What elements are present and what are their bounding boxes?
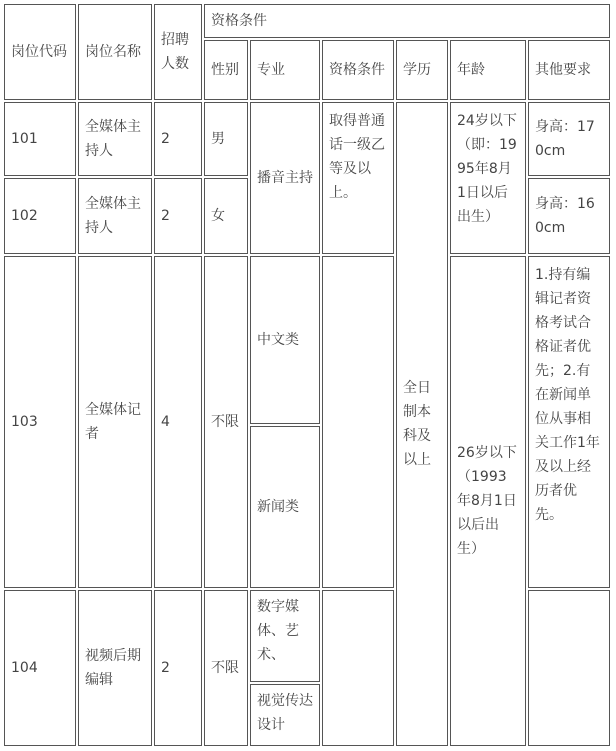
major-104-digital-media — [250, 590, 320, 682]
cell-text: 女 — [211, 208, 225, 224]
major-103-chinese — [250, 256, 320, 424]
cell-text: 104 — [11, 660, 38, 676]
cell-text: 全媒体主持人 — [85, 119, 141, 159]
row-102-gender — [204, 178, 248, 254]
cell-text: 数字媒体、艺术、 — [257, 599, 299, 663]
qualification-103 — [322, 256, 394, 588]
row-103-name — [78, 256, 152, 588]
cell-text: 新闻类 — [257, 499, 299, 515]
header-position-name-label: 岗位名称 — [85, 44, 141, 60]
header-hire-count — [154, 4, 202, 100]
row-101-count — [154, 102, 202, 176]
qualification-104 — [322, 590, 394, 746]
header-education — [396, 40, 448, 100]
row-103-gender — [204, 256, 248, 588]
cell-text: 视觉传达设计 — [257, 693, 313, 733]
major-104-visual-design — [250, 684, 320, 746]
cell-text: 视频后期编辑 — [85, 648, 141, 688]
cell-text: 身高：160cm — [535, 196, 595, 236]
cell-text: 24岁以下（即：1995年8月1日以后出生） — [457, 113, 517, 225]
row-101-other — [528, 102, 610, 176]
header-qualifications-group — [204, 4, 610, 38]
row-104-other — [528, 590, 610, 746]
header-position-name — [78, 4, 152, 100]
cell-text: 身高：170cm — [535, 119, 595, 159]
age-101-102 — [450, 102, 526, 254]
row-104-code — [4, 590, 76, 746]
row-101-name — [78, 102, 152, 176]
cell-text: 全媒体记者 — [85, 402, 141, 442]
major-103-journalism — [250, 426, 320, 588]
age-103-104 — [450, 256, 526, 746]
row-102-count — [154, 178, 202, 254]
cell-text: 2 — [161, 131, 170, 147]
cell-text: 不限 — [211, 660, 239, 676]
row-104-gender — [204, 590, 248, 746]
header-qualification-label: 资格条件 — [329, 62, 385, 78]
cell-text: 全日制本科及以上 — [403, 380, 431, 468]
cell-text: 不限 — [211, 414, 239, 430]
cell-text: 103 — [11, 414, 38, 430]
header-age-label: 年龄 — [457, 62, 485, 78]
cell-text: 26岁以下（1993年8月1日以后出生） — [457, 445, 517, 557]
header-qualification — [322, 40, 394, 100]
header-major — [250, 40, 320, 100]
qualification-101-102 — [322, 102, 394, 254]
header-other — [528, 40, 610, 100]
row-102-code — [4, 178, 76, 254]
header-qualifications-group-label: 资格条件 — [211, 13, 267, 29]
cell-text: 2 — [161, 208, 170, 224]
row-103-count — [154, 256, 202, 588]
header-education-label: 学历 — [403, 62, 431, 78]
row-102-name — [78, 178, 152, 254]
cell-text: 中文类 — [257, 332, 299, 348]
row-103-code — [4, 256, 76, 588]
cell-text: 101 — [11, 131, 38, 147]
row-104-count — [154, 590, 202, 746]
header-age — [450, 40, 526, 100]
header-gender-label: 性别 — [211, 62, 239, 78]
education-all-rows — [396, 102, 448, 746]
header-gender — [204, 40, 248, 100]
row-101-gender — [204, 102, 248, 176]
header-major-label: 专业 — [257, 62, 285, 78]
header-position-code-label: 岗位代码 — [11, 44, 67, 60]
cell-text: 男 — [211, 131, 225, 147]
header-other-label: 其他要求 — [535, 62, 591, 78]
row-101-code — [4, 102, 76, 176]
header-hire-count-label: 招聘人数 — [161, 32, 189, 72]
cell-text: 取得普通话一级乙等及以上。 — [329, 113, 385, 201]
cell-text: 播音主持 — [257, 170, 313, 186]
row-103-other — [528, 256, 610, 588]
cell-text: 102 — [11, 208, 38, 224]
row-104-name — [78, 590, 152, 746]
cell-text: 2 — [161, 660, 170, 676]
row-102-other — [528, 178, 610, 254]
major-101-102 — [250, 102, 320, 254]
header-position-code — [4, 4, 76, 100]
cell-text: 全媒体主持人 — [85, 196, 141, 236]
cell-text: 4 — [161, 414, 170, 430]
cell-text: 1.持有编辑记者资格考试合格证者优先；2.有在新闻单位从事相关工作1年及以上经历者优先。 — [535, 267, 600, 523]
